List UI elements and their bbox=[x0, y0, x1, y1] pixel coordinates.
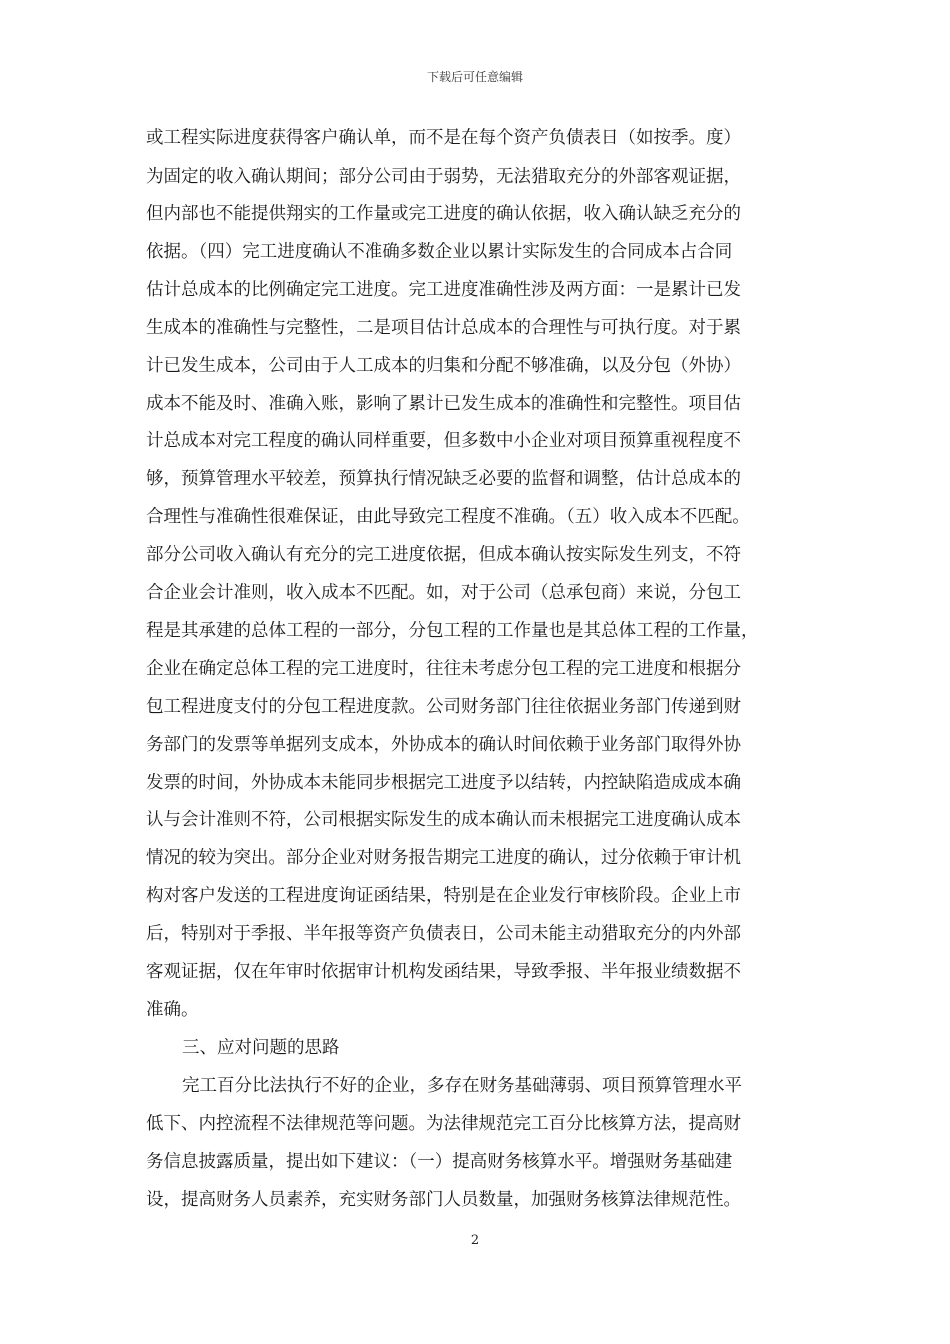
page-number: 2 bbox=[470, 1233, 480, 1248]
text-line: 计已发生成本，公司由于人工成本的归集和分配不够准确，以及分包（外协） bbox=[146, 356, 741, 376]
text-line: 情况的较为突出。部分企业对财务报告期完工进度的确认，过分依赖于审计机 bbox=[146, 848, 741, 868]
text-line: 认与会计准则不符，公司根据实际发生的成本确认而未根据完工进度确认成本 bbox=[146, 810, 741, 830]
text-line: 计总成本对完工程度的确认同样重要，但多数中小企业对项目预算重视程度不 bbox=[146, 431, 741, 451]
text-line: 依据。（四）完工进度确认不准确多数企业以累计实际发生的合同成本占合同 bbox=[146, 242, 733, 262]
text-line: 后，特别对于季报、半年报等资产负债表日，公司未能主动猎取充分的内外部 bbox=[146, 924, 741, 944]
text-line: 成本不能及时、准确入账，影响了累计已发生成本的准确性和完整性。项目估 bbox=[146, 394, 741, 414]
text-line: 设，提高财务人员素养，充实财务部门人员数量，加强财务核算法律规范性。 bbox=[146, 1190, 741, 1210]
text-line: 准确。 bbox=[146, 1000, 199, 1020]
text-line: 或工程实际进度获得客户确认单，而不是在每个资产负债表日（如按季。度） bbox=[146, 128, 741, 148]
text-line: 但内部也不能提供翔实的工作量或完工进度的确认依据，收入确认缺乏充分的 bbox=[146, 204, 741, 224]
text-line: 部分公司收入确认有充分的完工进度依据，但成本确认按实际发生列支，不符 bbox=[146, 545, 741, 565]
text-line: 务信息披露质量，提出如下建议：（一）提高财务核算水平。增强财务基础建 bbox=[146, 1152, 733, 1172]
text-line: 发票的时间，外协成本未能同步根据完工进度予以结转，内控缺陷造成成本确 bbox=[146, 773, 741, 793]
text-line: 生成本的准确性与完整性，二是项目估计总成本的合理性与可执行度。对于累 bbox=[146, 318, 741, 338]
text-line: 客观证据，仅在年审时依据审计机构发函结果，导致季报、半年报业绩数据不 bbox=[146, 962, 741, 982]
text-line: 为固定的收入确认期间；部分公司由于弱势，无法猎取充分的外部客观证据， bbox=[146, 167, 741, 187]
text-line: 合企业会计准则，收入成本不匹配。如，对于公司（总承包商）来说，分包工 bbox=[146, 583, 741, 603]
text-line: 低下、内控流程不法律规范等问题。为法律规范完工百分比核算方法，提高财 bbox=[146, 1114, 741, 1134]
text-line: 构对客户发送的工程进度询证函结果，特别是在企业发行审核阶段。企业上市 bbox=[146, 886, 741, 906]
page-header: 下载后可任意编辑 bbox=[426, 70, 523, 84]
text-line: 估计总成本的比例确定完工进度。完工进度准确性涉及两方面：一是累计已发 bbox=[146, 280, 741, 300]
section-heading: 三、应对问题的思路 bbox=[182, 1038, 340, 1058]
text-line: 企业在确定总体工程的完工进度时，往往未考虑分包工程的完工进度和根据分 bbox=[146, 659, 741, 679]
text-line: 务部门的发票等单据列支成本，外协成本的确认时间依赖于业务部门取得外协 bbox=[146, 735, 741, 755]
text-line: 合理性与准确性很难保证，由此导致完工程度不准确。（五）收入成本不匹配。 bbox=[146, 507, 750, 527]
text-line: 程是其承建的总体工程的一部分，分包工程的工作量也是其总体工程的工作量， bbox=[146, 621, 759, 641]
text-line: 完工百分比法执行不好的企业，多存在财务基础薄弱、项目预算管理水平 bbox=[182, 1076, 742, 1096]
text-line: 够，预算管理水平较差，预算执行情况缺乏必要的监督和调整，估计总成本的 bbox=[146, 469, 741, 489]
text-line: 包工程进度支付的分包工程进度款。公司财务部门往往依据业务部门传递到财 bbox=[146, 697, 741, 717]
